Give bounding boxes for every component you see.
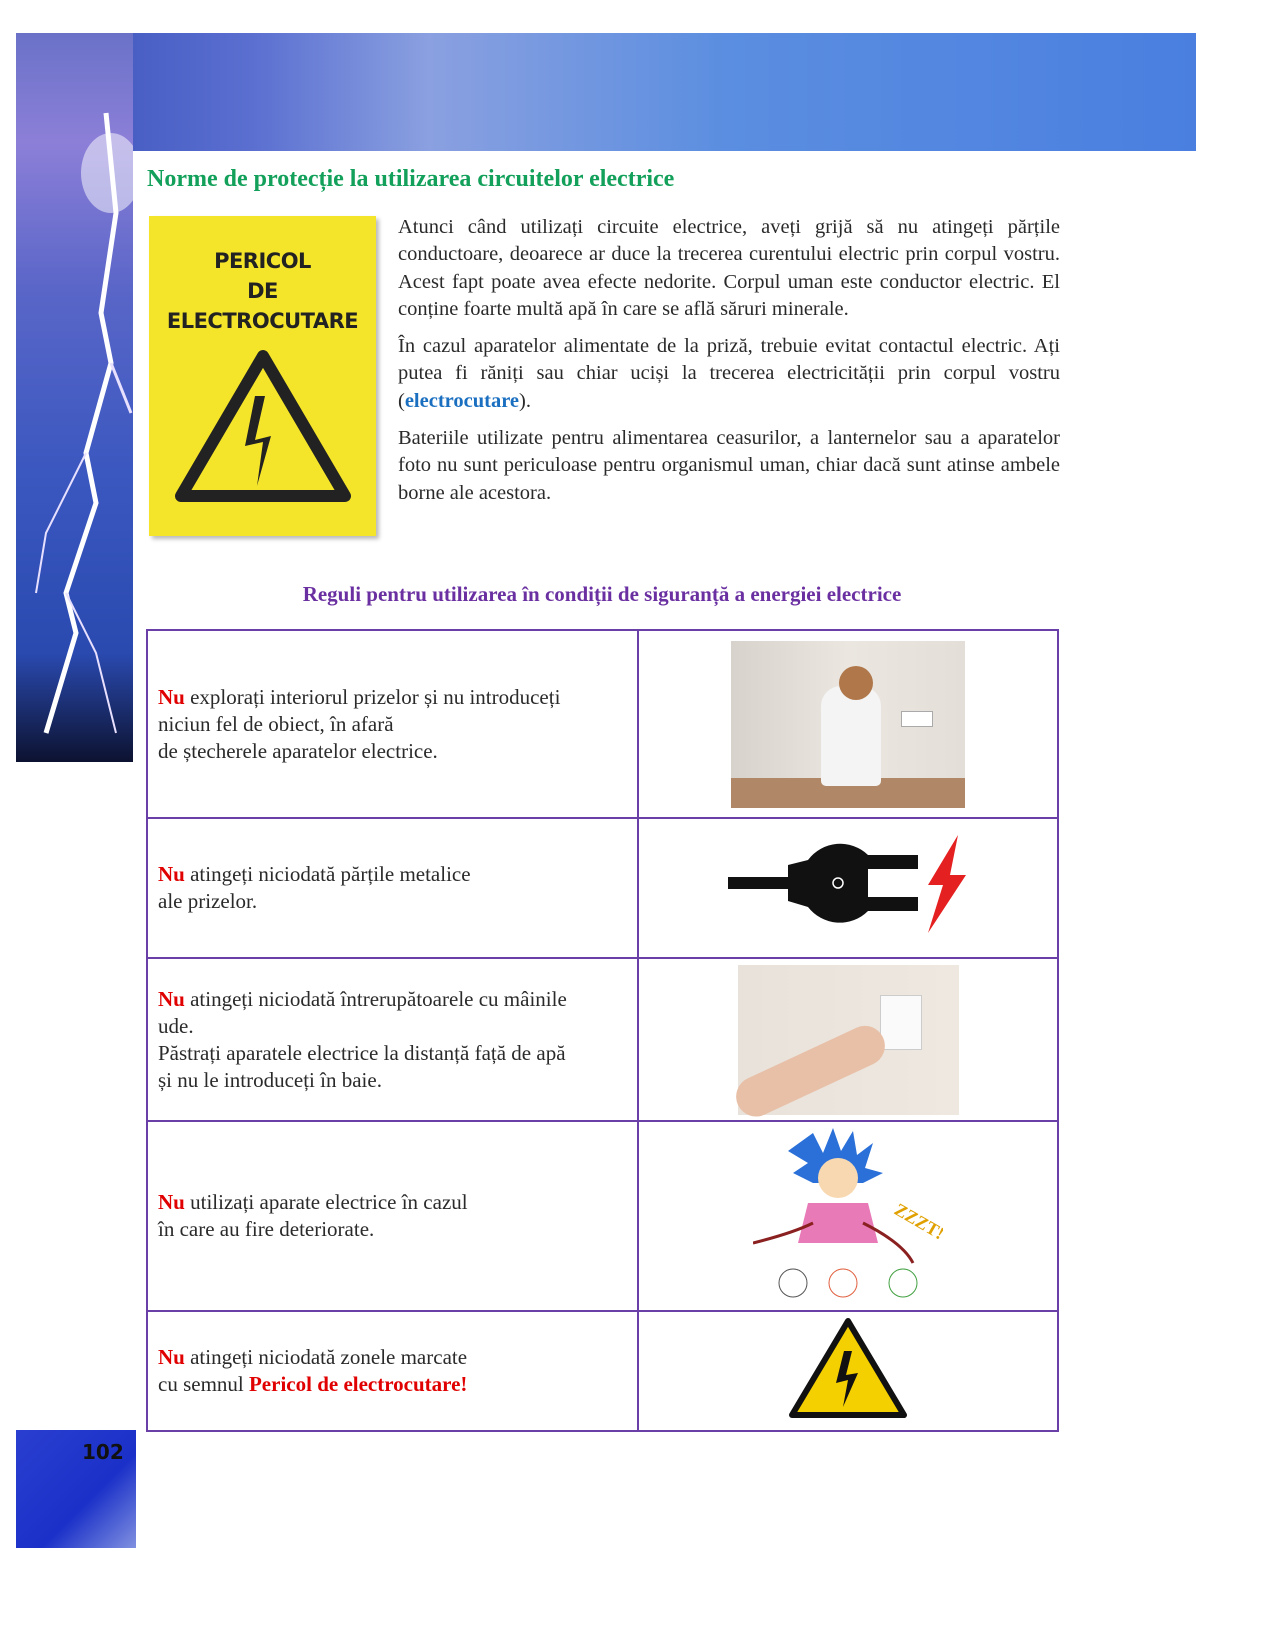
nu-word: Nu	[158, 862, 185, 886]
nu-word: Nu	[158, 1345, 185, 1369]
paragraph: Atunci când utilizați circuite electrice, aveți grijă să nu atingeți părțile conductoare, deoarece ar duce la trecerea curentului electric prin corpul vostru. Acest fapt poate avea efecte nedorite. Corpul uman este conductor electric. El conține foarte multă apă în care se află săruri minerale.	[398, 216, 1060, 320]
text: În cazul aparatelor alimentate de la priză, trebuie evitat contactul electric. Ați putea fi răniți sau chiar uciși la trecerea electricității prin corpul vostru (	[398, 335, 1060, 412]
paragraph	[398, 333, 1060, 415]
wet-hand-switch-photo	[738, 965, 959, 1115]
danger-sign	[149, 216, 376, 536]
electrocuted-cartoon-icon	[753, 1123, 943, 1303]
high-voltage-warning-icon	[788, 1317, 908, 1419]
text: și nu le introduceți în baie.	[158, 1067, 382, 1092]
sign-line: DE	[247, 279, 278, 303]
rule-text	[147, 1311, 638, 1431]
lightning-image	[16, 33, 133, 762]
table-row	[147, 818, 1058, 958]
table-row	[147, 1311, 1058, 1431]
nu-word: Nu	[158, 1190, 185, 1214]
page-number: 102	[82, 1440, 124, 1464]
paragraph: Bateriile utilizate pentru alimentarea ceasurilor, a lanternelor sau a aparatelor foto nu sunt periculoase pentru organismul uman, chiar dacă sunt atinse ambele borne ale acestora.	[398, 427, 1060, 504]
text: atingeți niciodată părțile metalice	[184, 862, 471, 886]
text: ale prizelor.	[158, 889, 258, 913]
table-row	[147, 630, 1058, 818]
rule-text	[147, 958, 638, 1121]
text: explorați interiorul prizelor și nu introduceți	[184, 684, 561, 709]
rule-text	[147, 1121, 638, 1311]
text: Păstrați aparatele electrice la distanță față de apă	[158, 1040, 566, 1065]
nu-word: Nu	[158, 986, 185, 1011]
text: de ștecherele aparatelor electrice.	[158, 738, 438, 763]
header-band	[16, 33, 1196, 151]
high-voltage-warning-icon	[173, 346, 353, 506]
text: cu semnul	[158, 1372, 249, 1396]
section-title: Norme de protecție la utilizarea circuitelor electrice	[147, 166, 675, 192]
intro-text	[398, 214, 1060, 517]
svg-text:ZZZT!: ZZZT!	[891, 1198, 943, 1243]
rule-text	[147, 818, 638, 958]
keyword-electrocutare: electrocutare	[404, 389, 520, 412]
table-row	[147, 958, 1058, 1121]
text: atingeți niciodată întrerupătoarele cu mâinile	[184, 986, 567, 1011]
sign-line: ELECTROCUTARE	[166, 309, 359, 333]
text: niciun fel de obiect, în afară	[158, 711, 394, 736]
warning-phrase: Pericol de electrocutare!	[248, 1372, 468, 1396]
rule-text	[147, 630, 638, 818]
lightning-bolt-icon	[16, 33, 133, 762]
sign-line: PERICOL	[214, 249, 311, 273]
text: ).	[519, 389, 531, 412]
plug-lightning-icon	[728, 835, 968, 935]
rules-table	[146, 629, 1059, 1432]
text: ude.	[158, 1013, 194, 1038]
text: utilizați aparate electrice în cazul	[184, 1190, 468, 1214]
content-panel-top	[133, 151, 948, 161]
text: în care au fire deteriorate.	[158, 1217, 375, 1241]
table-row	[147, 1121, 1058, 1311]
rules-title: Reguli pentru utilizarea în condiții de siguranță a energiei electrice	[302, 582, 902, 606]
nu-word: Nu	[158, 684, 185, 709]
child-socket-photo	[731, 641, 965, 808]
text: atingeți niciodată zonele marcate	[184, 1345, 468, 1369]
